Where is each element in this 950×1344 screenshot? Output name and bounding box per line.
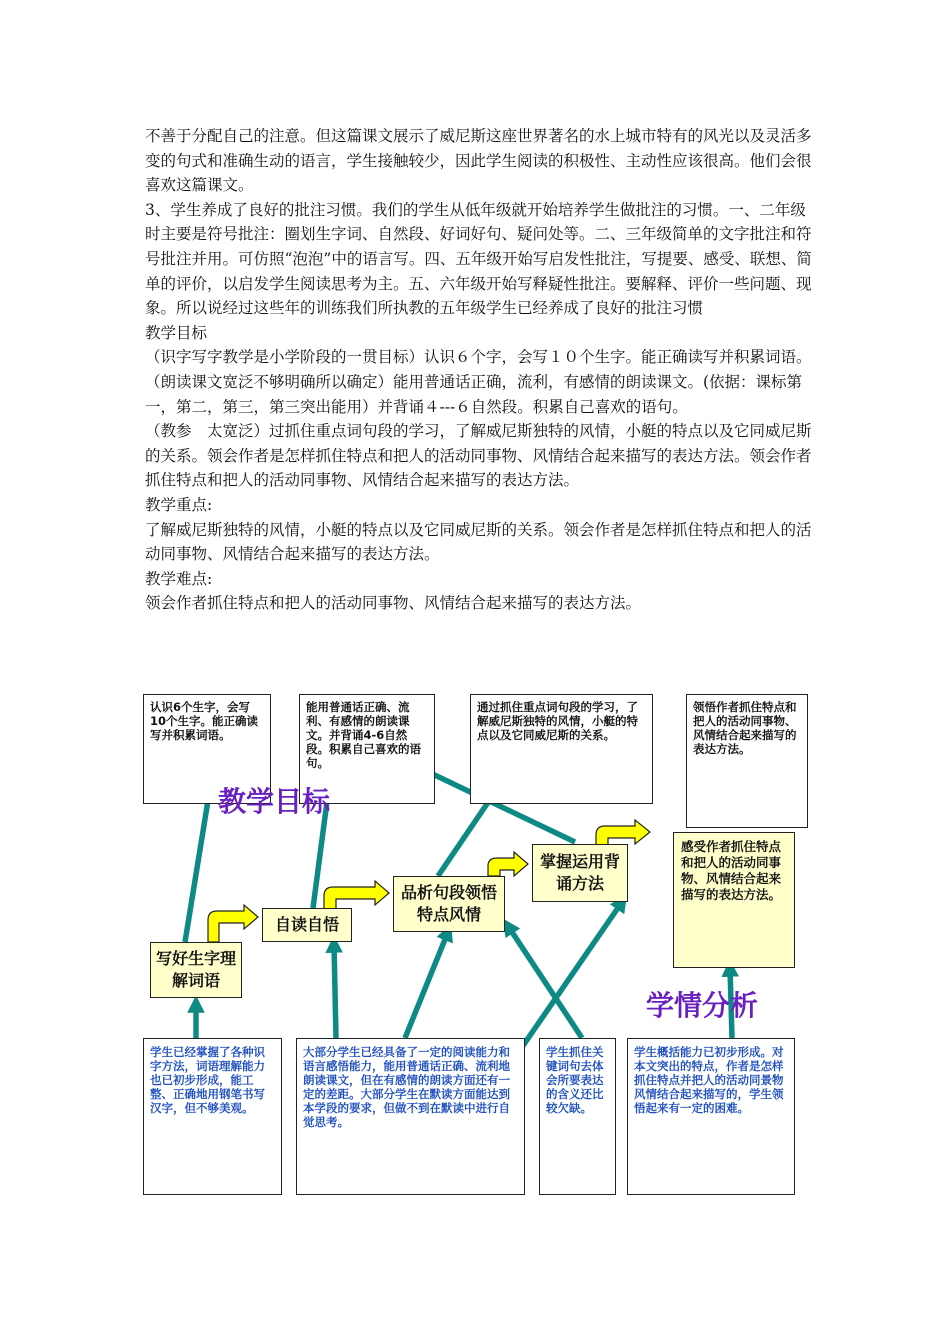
goal-box-2: 能用普通话正确、流利、有感情的朗读课文。并背诵4-6自然段。积累自己喜欢的语句。 — [299, 694, 435, 804]
step-write-characters: 写好生字理解词语 — [150, 942, 242, 998]
arrow — [334, 944, 336, 1038]
step-analyze-passages: 品析句段领悟特点风情 — [393, 876, 505, 932]
goal-box-4: 领悟作者抓住特点和把人的活动同事物、风情结合起来描写的表达方法。 — [686, 694, 808, 828]
section-heading: 教学目标 — [145, 323, 208, 342]
section-heading: 教学重点: — [145, 495, 213, 514]
paragraph: 领会作者抓住特点和把人的活动同事物、风情结合起来描写的表达方法。 — [145, 594, 642, 613]
analysis-box-1: 学生已经掌握了各种识字方法，词语理解能力也已初步形成，能工整、正确地用钢笔书写汉字，但不够美观。 — [143, 1038, 282, 1195]
paragraph: 了解威尼斯独特的风情，小艇的特点以及它同威尼斯的关系。领会作者是怎样抓住特点和把人的活动同事物、风情结合起来描写的表达方法。 — [145, 520, 812, 564]
goal-box-3: 通过抓住重点词句段的学习，了解威尼斯独特的风情，小艇的特点以及它同威尼斯的关系。 — [470, 694, 653, 804]
arrow — [508, 926, 582, 1038]
analysis-box-3: 学生抓住关键词句去体会所要表达的含义还比较欠缺。 — [539, 1038, 616, 1195]
paragraph: 3、学生养成了良好的批注习惯。我们的学生从低年级就开始培养学生做批注的习惯。一、二年级时主要是符号批注：圈划生字词、自然段、好词好句、疑问处等。二、三年级简单的文字批注和符号批注并用。可仿照“泡泡”中的语言写。四、五年级开始写启发性批注，写提要、感受、联想、简单的评价，以启发学生阅读思考为主。五、六年级开始写释疑性批注。要解释、评价一些问题、现象。所以说经过这些年的训练我们所执教的五年级学生已经养成了良好的批注习惯 — [145, 200, 812, 318]
arrow — [405, 932, 448, 1038]
arrow — [324, 881, 389, 910]
arrow — [596, 820, 650, 846]
step-feel-expression: 感受作者抓住特点和把人的活动同事物、风情结合起来描写的表达方法。 — [673, 832, 795, 968]
arrow — [208, 905, 258, 942]
section-heading: 教学难点: — [145, 569, 213, 588]
arrow — [520, 902, 622, 1050]
paragraph: （识字写字教学是小学阶段的一贯目标）认识６个字，会写１０个生字。能正确读写并积累词语。 — [145, 348, 812, 367]
paragraph: （朗读课文宽泛不够明确所以确定）能用普通话正确，流利，有感情的朗读课文。(依据：课标第一，第二，第三，第三突出能用）并背诵４---６自然段。积累自己喜欢的语句。 — [145, 372, 803, 416]
step-recitation-method: 掌握运用背诵方法 — [532, 844, 628, 902]
analysis-box-2: 大部分学生已经具备了一定的阅读能力和语言感悟能力，能用普通话正确、流利地朗读课文，但在有感情的朗读方面还有一定的差距。大部分学生在默读方面能达到本学段的要求，但做不到在默读中进行自觉思考。 — [296, 1038, 525, 1195]
analysis-box-4: 学生概括能力已初步形成。对本文突出的特点，作者是怎样抓住特点并把人的活动同景物风情结合起来描写的，学生领悟起来有一定的困难。 — [627, 1038, 795, 1195]
goals-label: 教学目标 — [218, 785, 331, 818]
paragraph: （教参 太宽泛）过抓住重点词句段的学习，了解威尼斯独特的风情，小艇的特点以及它同威尼斯的关系。领会作者是怎样抓住特点和把人的活动同事物、风情结合起来描写的表达方法。领会作者抓住特点和把人的活动同事物、风情结合起来描写的表达方法。 — [145, 422, 812, 490]
goal-box-1: 认识6个生字，会写10个生字。能正确读写并积累词语。 — [143, 694, 271, 804]
analysis-label: 学情分析 — [646, 989, 759, 1022]
arrow — [488, 852, 528, 876]
step-self-reading: 自读自悟 — [262, 908, 352, 942]
paragraph: 不善于分配自己的注意。但这篇课文展示了威尼斯这座世界著名的水上城市特有的风光以及灵活多变的句式和准确生动的语言，学生接触较少，因此学生阅读的积极性、主动性应该很高。他们会很喜欢这篇课文。 — [145, 127, 812, 195]
